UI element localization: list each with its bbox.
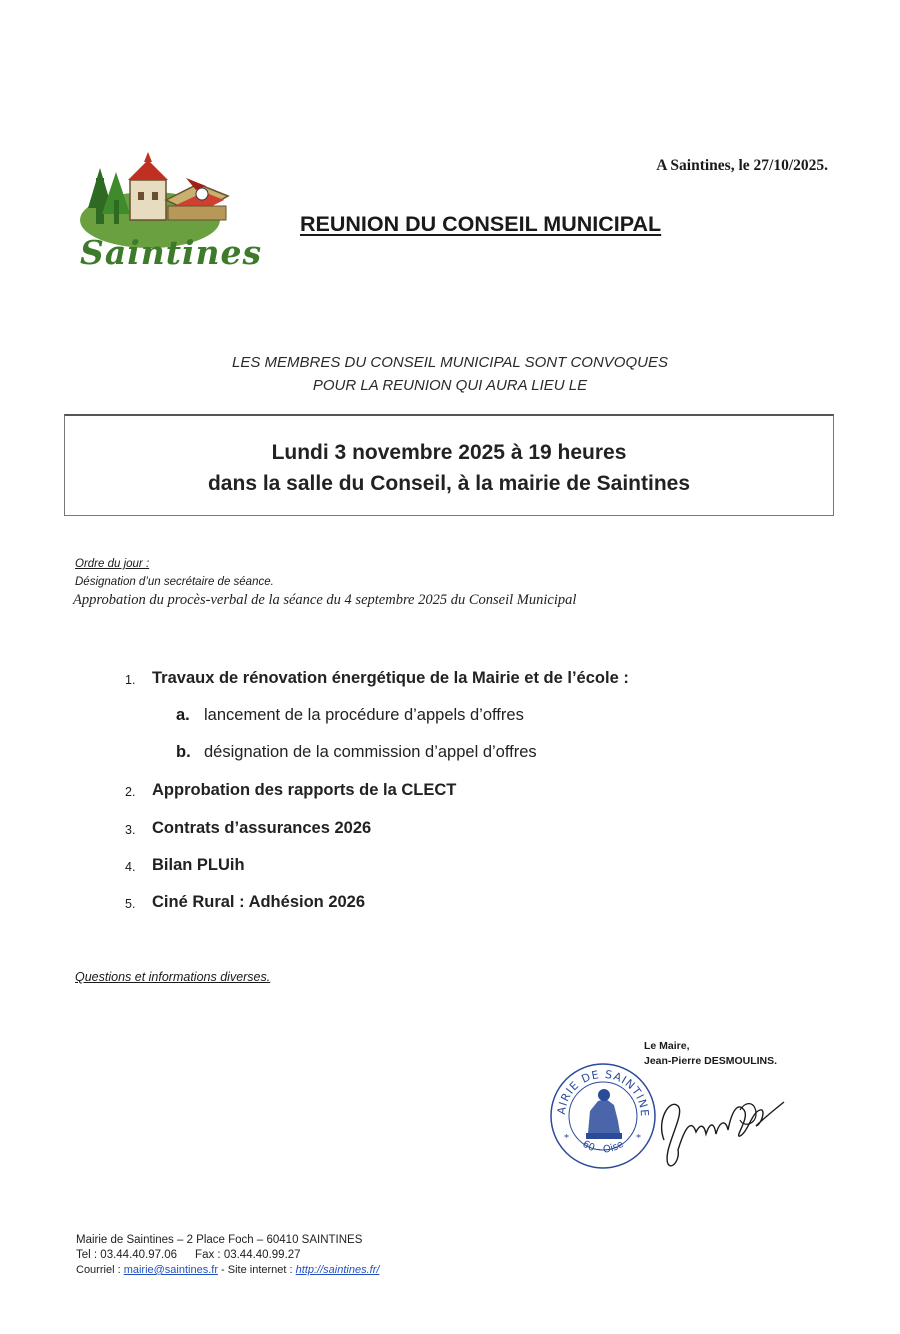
meeting-location: dans la salle du Conseil, à la mairie de Saintines <box>207 472 690 495</box>
email-link[interactable]: mairie@saintines.fr <box>123 1264 218 1276</box>
meeting-date: Lundi 3 novembre 2025 à 19 heures <box>271 441 627 464</box>
footer-address: Mairie de Saintines – 2 Place Foch – 60410 SAINTINES <box>76 1234 363 1246</box>
footer-fax: 03.44.40.99.27 <box>223 1249 301 1261</box>
logo-wordmark: Saintines <box>80 233 263 272</box>
handwritten-signature-icon <box>652 1080 787 1170</box>
svg-text:60 - Oise <box>580 1139 625 1156</box>
page-title: REUNION DU CONSEIL MUNICIPAL <box>300 212 662 236</box>
convocation-line-2: POUR LA REUNION QUI AURA LIEU LE <box>312 377 588 394</box>
stamp-bottom-text: 60 - Oise <box>580 1138 626 1156</box>
mairie-stamp <box>548 1061 658 1171</box>
document-date: A Saintines, le 27/10/2025. <box>656 157 828 174</box>
agenda-approval: Approbation du procès-verbal de la séance du 4 septembre 2025 du Conseil Municipal <box>73 592 577 608</box>
footer-contact: Tel : 03.44.40.97.06 Fax : 03.44.40.99.27 <box>76 1249 301 1261</box>
stamp-seal-icon <box>548 1061 658 1171</box>
convocation-line-1: LES MEMBRES DU CONSEIL MUNICIPAL SONT CONVOQUES <box>232 354 668 371</box>
agenda-heading: Ordre du jour : <box>75 558 150 570</box>
meeting-box <box>64 414 834 516</box>
svg-text:*: * <box>564 1133 569 1144</box>
svg-text:*: * <box>636 1133 641 1144</box>
website-link[interactable]: http://saintines.fr/ <box>295 1264 380 1276</box>
footer-web: Courriel : mairie@saintines.fr - Site internet : http://saintines.fr/ <box>76 1264 380 1276</box>
agenda-secretary: Désignation d’un secrétaire de séance. <box>75 576 274 588</box>
convocation-text <box>150 351 750 397</box>
footer-tel: 03.44.40.97.06 <box>100 1249 178 1261</box>
mayor-title: Le Maire, <box>644 1040 690 1052</box>
stamp-top-text: AIRIE DE SAINTINE <box>554 1067 652 1118</box>
mayor-name: Jean-Pierre DESMOULINS. <box>644 1055 778 1067</box>
questions-line: Questions et informations diverses. <box>75 970 271 984</box>
mayor-signature <box>652 1080 787 1170</box>
